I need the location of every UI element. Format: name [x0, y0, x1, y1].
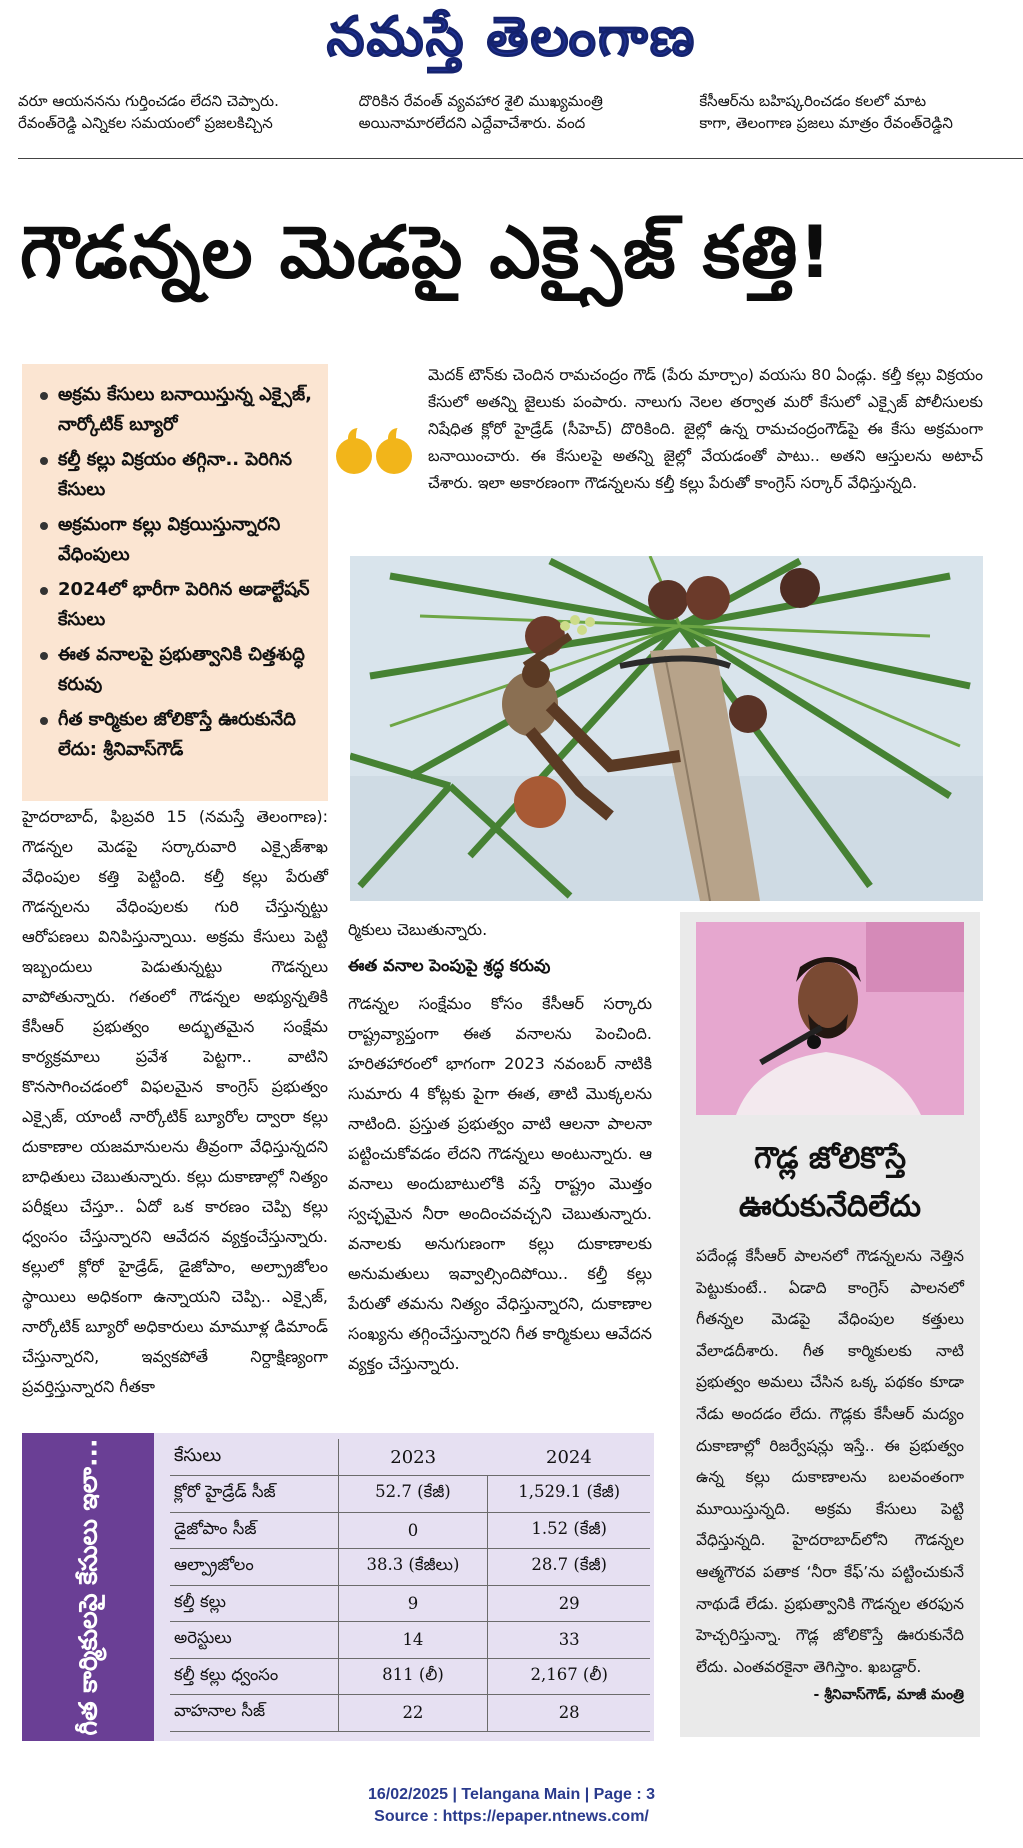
- table-row: [170, 1512, 650, 1549]
- table-row: [170, 1585, 650, 1622]
- article-body-left: హైదరాబాద్, ఫిబ్రవరి 15 (నమస్తే తెలంగాణ): గౌడన్నల మెడపై సర్కారువారి ఎక్సైజ్‌శాఖ వేధింపుల కత్తి పెట్టింది. కల్తీ కల్లు పేరుతో గౌడన్నలను వేధింపులకు గురి చేస్తున్నట్టు ఆరోపణలు వినిపిస్తున్నాయి. అక్రమ కేసులు పెట్టి ఇబ్బందులు పెడుతున్నట్టు గౌడన్నలు వాపోతున్నారు. గతంలో గౌడన్నల అభ్యున్నతికి కేసీఆర్ ప్రభుత్వం అద్భుతమైన సంక్షేమ కార్యక్రమాలు ప్రవేశ పెట్టగా.. వాటిని కొనసాగించడంలో విఫలమైన కాంగ్రెస్ ప్రభుత్వం ఎక్సైజ్, యాంటీ నార్కోటిక్ బ్యూరోల ద్వారా కల్లు దుకాణాల యజమానులను తీవ్రంగా వేధిస్తున్నదని బాధితులు చెబుతున్నారు. కల్లు దుకాణాల్లో నిత్యం పరీక్షలు చేస్తూ.. ఏదో ఒక కారణం చెప్పి కల్లు ధ్వంసం చేస్తున్నారని ఆవేదన వ్యక్తంచేస్తున్నారు. కల్లులో క్లోరో హైడ్రేడ్, డైజోపాం, అల్ప్రాజోలం స్థాయిలు అధికంగా ఉన్నాయని చెప్పి.. ఎక్సైజ్, నార్కోటిక్ బ్యూరో అధికారులు మామూళ్ల డిమాండ్ చేస్తున్నారని, ఇవ్వకపోతే నిర్దాక్షిణ్యంగా ప్రవర్తిస్తున్నారని గీతకా: [22, 807, 328, 1396]
- quote-mark-icon: [336, 432, 416, 482]
- cases-table: [170, 1439, 650, 1732]
- table-row: [170, 1476, 650, 1513]
- prev-line: అయినామారలేదని ఎద్దేవాచేశారు. వంద: [358, 114, 586, 132]
- edition-info: 16/02/2025 | Telangana Main | Page : 3: [367, 1786, 655, 1803]
- table-header-row: [170, 1439, 650, 1476]
- prev-line: కాగా, తెలంగాణ ప్రజలు మాత్రం రేవంత్‌రెడ్డిని: [699, 114, 953, 132]
- header-2023: 2023: [338, 1439, 488, 1476]
- value-2024: 33: [488, 1622, 650, 1659]
- highlight-item: అక్రమ కేసులు బనాయిస్తున్న ఎక్సైజ్, నార్కోటిక్ బ్యూరో: [40, 380, 314, 440]
- prev-line: కేసీఆర్‌ను బహిష్కరించడం కలలో మాట: [699, 92, 927, 110]
- source-link[interactable]: Source : https://epaper.ntnews.com/: [374, 1808, 649, 1825]
- row-label: కల్తీ కల్లు: [170, 1585, 338, 1622]
- table-side-label: [22, 1433, 154, 1741]
- table-row: [170, 1695, 650, 1732]
- table-row: [170, 1549, 650, 1586]
- prev-column-3: [699, 86, 1018, 158]
- masthead: [0, 0, 1023, 86]
- row-label: కల్తీ కల్లు ధ్వంసం: [170, 1658, 338, 1695]
- value-2024: 28: [488, 1695, 650, 1732]
- row-label: వాహనాల సీజ్: [170, 1695, 338, 1732]
- row-label: ఆల్ప్రాజోలం: [170, 1549, 338, 1586]
- value-2023: 14: [338, 1622, 488, 1659]
- sidebar-quote-text: పదేండ్ల కేసీఆర్ పాలనలో గౌడన్నలను నెత్తిన పెట్టుకుంటే.. ఏడాది కాంగ్రెస్ పాలనలో గీతన్నల మెడపై వేధింపుల కత్తులు వేలాడదీశారు. గీత కార్మికులకు నాటి ప్రభుత్వం అమలు చేసిన ఒక్క పథకం కూడా నేడు అందడం లేదు. గౌడ్లకు కేసీఆర్ మద్యం దుకాణాల్లో రిజర్వేషన్లు ఇస్తే.. ఈ ప్రభుత్వం ఉన్న కల్లు దుకాణాలను బలవంతంగా మూయిస్తున్నది. అక్రమ కేసులు పెట్టి వేధిస్తున్నది. హైదరాబాద్‌లోని గౌడన్నల ఆత్మగౌరవ పతాక ‘నీరా కేఫ్’ను పట్టించుకునే నాథుడే లేడు. ప్రభుత్వానికి గౌడన్నల తరఫున హెచ్చరిస్తున్నా. గౌడ్ల జోలికొస్తే ఊరుకునేది లేదు. ఎంతవరకైనా తెగిస్తాం. ఖబడ్దార్.: [696, 1247, 964, 1676]
- prev-line: రేవంత్‌రెడ్డి ఎన్నికల సమయంలో ప్రజలకిచ్చిన: [18, 114, 273, 132]
- headline: గౌడన్నల మెడపై ఎక్సైజ్ కత్తి!: [20, 210, 833, 294]
- article-paragraph: గౌడన్నల సంక్షేమం కోసం కేసీఆర్ సర్కారు రాష్ట్రవ్యాప్తంగా ఈత వనాలను పెంచింది. హరితహారంలో భాగంగా 2023 నవంబర్ నాటికి సుమారు 4 కోట్లకు పైగా ఈత, తాటి మొక్కలను నాటింది. ప్రస్తుత ప్రభుత్వం వాటి ఆలనా పాలనా పట్టించుకోవడం లేదని గౌడన్నలు అంటున్నారు. ఆ వనాలు అందుబాటులోకి వస్తే రాష్ట్రం మొత్తం స్వచ్ఛమైన నీరా అందించవచ్చని చెబుతున్నారు. వనాలకు అనుగుణంగా కల్లు దుకాణాలకు అనుమతులు ఇవ్వాల్సిందిపోయి.. కల్తీ కల్లు పేరుతో తమను నిత్యం వేధిస్తున్నారని, దుకాణాల సంఖ్యను తగ్గించేస్తున్నారని గీత కార్మికులు ఆవేదన వ్యక్తం చేస్తున్నారు.: [348, 994, 652, 1373]
- prev-line: వరూ ఆయననను గుర్తించడం లేదని చెప్పారు.: [18, 92, 279, 110]
- value-2024: 2,167 (లీ): [488, 1658, 650, 1695]
- sidebar-title: గౌడ్ల జోలికొస్తే ఊరుకునేదిలేదు: [738, 1141, 922, 1224]
- prev-column-2: [359, 86, 678, 158]
- prev-line: దొరికిన రేవంత్ వ్యవహార శైలి ముఖ్యమంత్రి: [358, 92, 603, 110]
- previous-story-strip: [18, 86, 1018, 158]
- value-2023: 22: [338, 1695, 488, 1732]
- highlight-item: అక్రమంగా కల్లు విక్రయిస్తున్నారని వేధింపులు: [40, 510, 314, 570]
- highlight-item: కల్తీ కల్లు విక్రయం తగ్గినా.. పెరిగిన కేసులు: [40, 445, 314, 505]
- newspaper-logo: నమస్తే తెలంగాణ: [326, 4, 697, 68]
- article-body-middle: [348, 915, 652, 1420]
- value-2023: 0: [338, 1512, 488, 1549]
- table-row: [170, 1658, 650, 1695]
- pull-quote: మెదక్ టౌన్‌కు చెందిన రామచంద్రం గౌడ్ (పేరు మార్చాం) వయసు 80 ఏండ్లు. కల్తీ కల్లు విక్రయం కేసులో అతన్ని జైలుకు పంపారు. నాలుగు నెలల తర్వాత మరో కేసులో ఎక్సైజ్ పోలీసులకు నిషేధిత క్లోరో హైడ్రేడ్ (సీహెచ్) దొరికింది. జైల్లో ఉన్న రామచంద్రంగౌడ్‌పై ఈ కేసు అక్రమంగా బనాయించారు. ఈ కేసులపై అతన్ని జైల్లో వేయడంతో పాటు.. అతని ఆస్తులను అటాచ్ చేశారు. ఇలా అకారణంగా గౌడన్నలను కల్తీ కల్లు పేరుతో కాంగ్రెస్ సర్కార్ వేధిస్తున్నది.: [428, 366, 983, 492]
- subheading: ఈత వనాల పెంపుపై శ్రద్ధ కరువు: [348, 956, 551, 975]
- value-2023: 9: [338, 1585, 488, 1622]
- value-2024: 29: [488, 1585, 650, 1622]
- value-2023: 811 (లీ): [338, 1658, 488, 1695]
- toddy-tapper-photo: [350, 556, 983, 901]
- row-label: క్లోరో హైడ్రేడ్ సీజ్: [170, 1476, 338, 1513]
- cases-statistics-box: [22, 1433, 654, 1741]
- speaker-portrait: [696, 922, 964, 1115]
- sidebar-signature: - శ్రీనివాస్‌గౌడ్, మాజీ మంత్రి: [813, 1687, 964, 1704]
- header-2024: 2024: [488, 1439, 650, 1476]
- value-2023: 52.7 (కేజీ): [338, 1476, 488, 1513]
- prev-column-1: [18, 86, 337, 158]
- divider: [18, 158, 1023, 159]
- value-2023: 38.3 (కేజీలు): [338, 1549, 488, 1586]
- quote-sidebar: [680, 912, 980, 1737]
- table-side-label-text: గీత కార్మికులపై కేసులు ఇలా...: [73, 1438, 102, 1736]
- table-row: [170, 1622, 650, 1659]
- highlight-item: గీత కార్మికుల జోలికొస్తే ఊరుకునేది లేదు: శ్రీనివాస్‌గౌడ్: [40, 705, 314, 765]
- value-2024: 1,529.1 (కేజీ): [488, 1476, 650, 1513]
- page-footer: [0, 1784, 1023, 1828]
- highlight-item: 2024లో భారీగా పెరిగిన అడాల్టేషన్ కేసులు: [40, 575, 314, 635]
- value-2024: 1.52 (కేజీ): [488, 1512, 650, 1549]
- header-cases: కేసులు: [170, 1439, 338, 1476]
- row-label: అరెస్టులు: [170, 1622, 338, 1659]
- highlight-item: ఈత వనాలపై ప్రభుత్వానికి చిత్తశుద్ధి కరువు: [40, 640, 314, 700]
- row-label: డైజోపాం సీజ్: [170, 1512, 338, 1549]
- highlights-box: [22, 364, 328, 801]
- continuation-text: ర్మికులు చెబుతున్నారు.: [348, 920, 488, 939]
- value-2024: 28.7 (కేజీ): [488, 1549, 650, 1586]
